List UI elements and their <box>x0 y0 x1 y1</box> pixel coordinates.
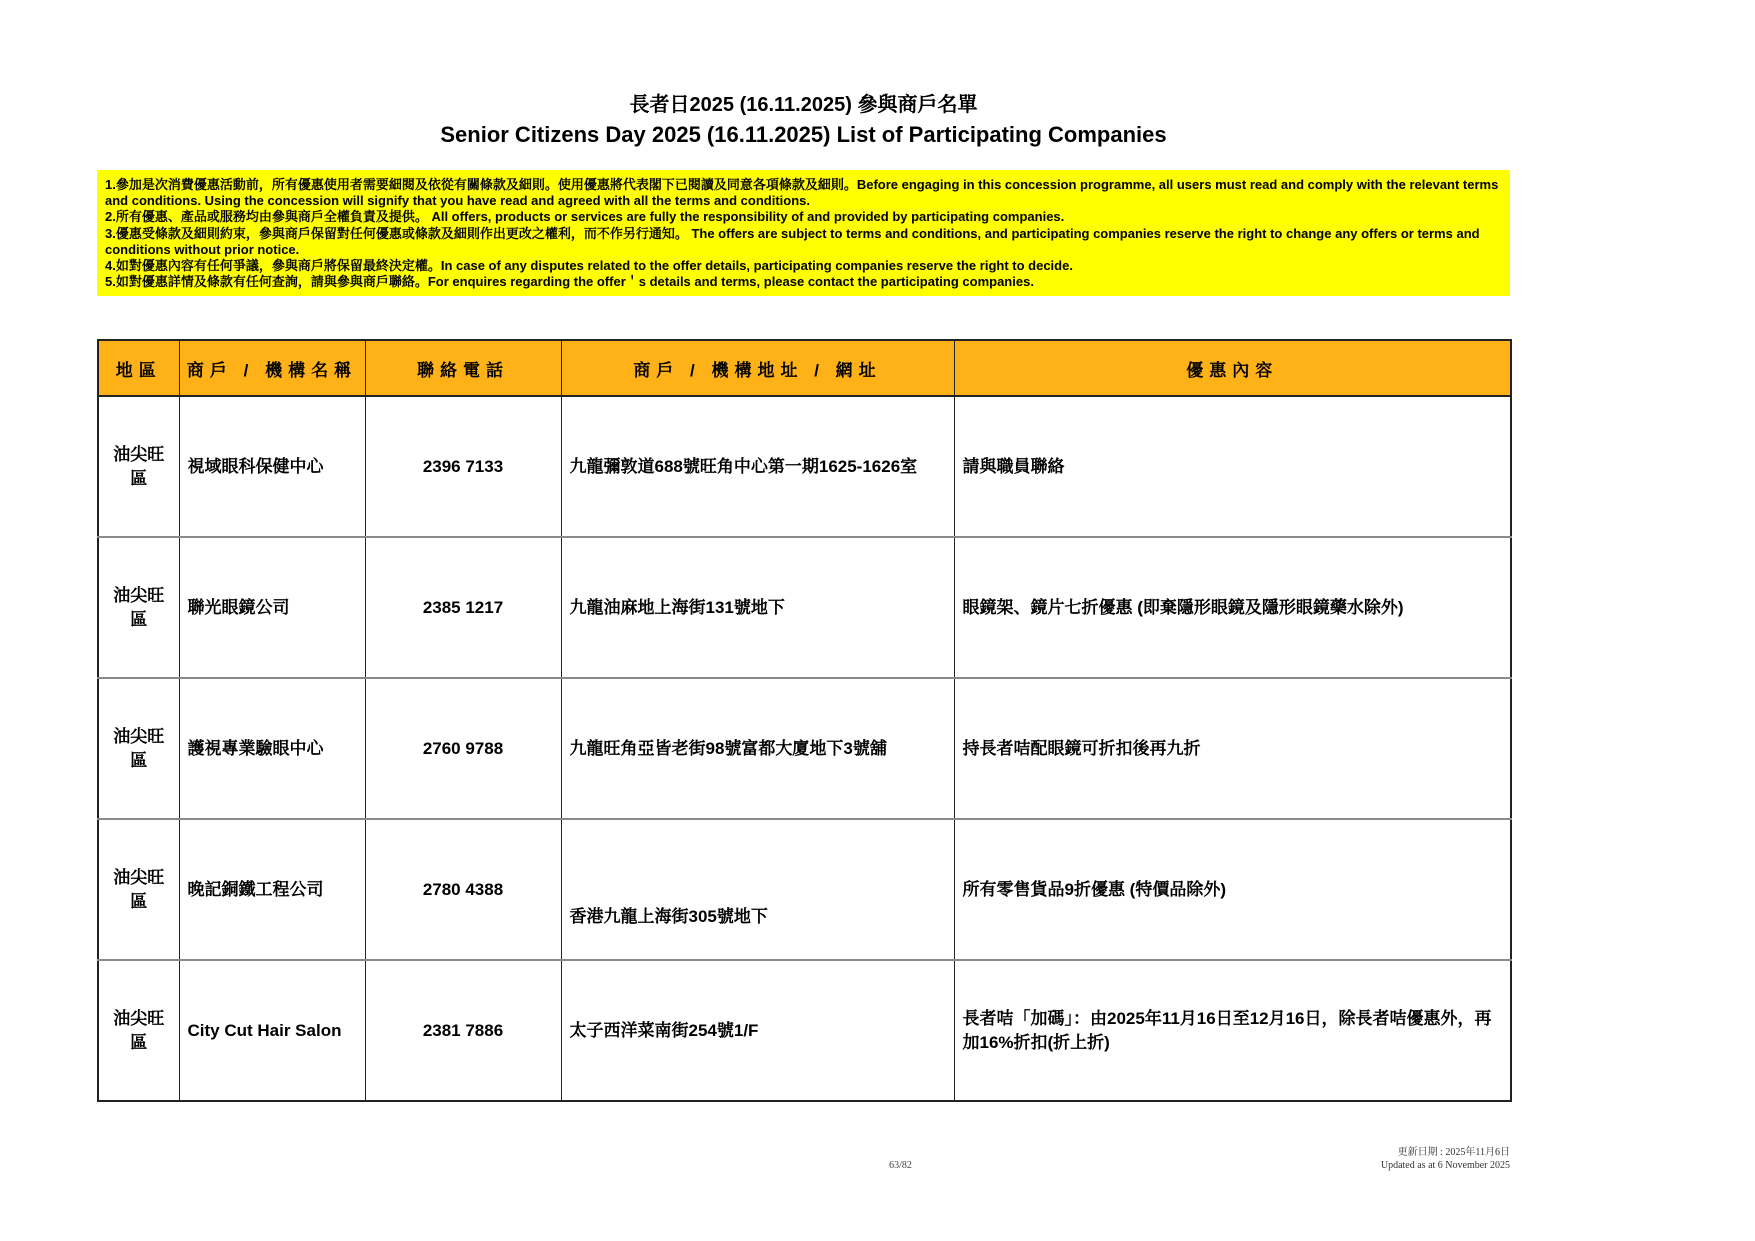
table-row <box>98 819 1511 960</box>
cell-address <box>561 960 954 1101</box>
cell-text: 香港九龍上海街305號地下 <box>569 906 768 926</box>
notice-item: 3.優惠受條款及細則約束，參與商戶保留對任何優惠或條款及細則作出更改之權利，而不作另行通知。 The offers are subject to terms and conditions, and participating companies reserve the right to change any offers or terms and conditions without prior notice. <box>105 225 1480 257</box>
table-row <box>98 396 1511 537</box>
cell-text: 眼鏡架、鏡片七折優惠 (即棄隱形眼鏡及隱形眼鏡藥水除外) <box>962 597 1404 617</box>
cell-text: 油尖旺區 <box>113 585 165 629</box>
column-header: 商戶 / 機構名稱 <box>179 340 365 396</box>
cell-text: 2760 9788 <box>422 738 504 758</box>
column-header: 優惠內容 <box>954 340 1511 396</box>
column-header: 商戶 / 機構地址 / 網址 <box>561 340 954 396</box>
cell-name <box>179 960 365 1101</box>
cell-text: 2780 4388 <box>422 879 504 899</box>
updated-date-english: Updated as at 6 November 2025 <box>1380 1160 1510 1171</box>
cell-text: City Cut Hair Salon <box>187 1020 342 1040</box>
cell-text: 晚記銅鐵工程公司 <box>187 879 324 899</box>
participating-companies-table <box>97 339 1512 1102</box>
cell-text: 太子西洋菜南街254號1/F <box>569 1020 759 1040</box>
cell-name <box>179 537 365 678</box>
terms-notice-box <box>97 170 1510 296</box>
cell-name <box>179 396 365 537</box>
updated-date-chinese: 更新日期 : 2025年11月6日 <box>1397 1147 1510 1158</box>
table-body <box>98 396 1511 1101</box>
cell-address <box>561 537 954 678</box>
cell-district <box>98 678 179 819</box>
cell-text: 聯光眼鏡公司 <box>187 597 290 617</box>
table-row <box>98 678 1511 819</box>
cell-text: 所有零售貨品9折優惠 (特價品除外) <box>962 879 1226 899</box>
cell-text: 油尖旺區 <box>113 726 165 770</box>
cell-text: 持長者咭配眼鏡可折扣後再九折 <box>962 738 1201 758</box>
cell-text: 九龍彌敦道688號旺角中心第一期1625-1626室 <box>569 456 918 476</box>
cell-district <box>98 537 179 678</box>
cell-name <box>179 819 365 960</box>
cell-text: 護視專業驗眼中心 <box>187 738 324 758</box>
cell-text: 油尖旺區 <box>113 444 165 488</box>
cell-name <box>179 678 365 819</box>
cell-phone <box>365 537 561 678</box>
cell-text: 視域眼科保健中心 <box>187 456 324 476</box>
cell-offer <box>954 678 1511 819</box>
cell-phone <box>365 396 561 537</box>
cell-district <box>98 396 179 537</box>
updated-date <box>1381 1146 1510 1172</box>
cell-text: 長者咭「加碼」：由2025年11月16日至12月16日，除長者咭優惠外，再加16%折扣(折上折) <box>962 1008 1492 1052</box>
table-row <box>98 960 1511 1101</box>
page-title-english: Senior Citizens Day 2025 (16.11.2025) List of Participating Companies <box>440 122 1167 147</box>
cell-address <box>561 819 954 960</box>
cell-text: 2381 7886 <box>422 1020 504 1040</box>
cell-text: 2385 1217 <box>422 597 504 617</box>
cell-text: 油尖旺區 <box>113 867 165 911</box>
cell-phone <box>365 960 561 1101</box>
cell-text: 九龍油麻地上海街131號地下 <box>569 597 785 617</box>
notice-item: 4.如對優惠內容有任何爭議，參與商戶將保留最終決定權。In case of any disputes related to the offer details, participating companies reserve the right to decide. <box>105 258 1073 274</box>
cell-text: 九龍旺角亞皆老街98號富都大廈地下3號舖 <box>569 738 887 758</box>
notice-item: 1.參加是次消費優惠活動前，所有優惠使用者需要細閱及依從有關條款及細則。使用優惠將代表閣下已閱讀及同意各項條款及細則。Before engaging in this concession programme, all users must read and comply with the relevant terms and conditions. Using the concession will signify that you have read and agreed with all the terms and conditions. <box>105 177 1499 209</box>
cell-district <box>98 960 179 1101</box>
page-title-chinese: 長者日2025 (16.11.2025) 參與商戶名單 <box>629 94 978 116</box>
cell-offer <box>954 960 1511 1101</box>
cell-phone <box>365 819 561 960</box>
notice-item: 5.如對優惠詳情及條款有任何查詢，請與參與商戶聯絡。For enquires regarding the offer＇s details and terms, please contact the participating companies. <box>105 274 1034 290</box>
cell-text: 2396 7133 <box>422 456 504 476</box>
column-header: 聯絡電話 <box>365 340 561 396</box>
cell-offer <box>954 396 1511 537</box>
cell-offer <box>954 819 1511 960</box>
cell-address <box>561 678 954 819</box>
notice-item: 2.所有優惠、產品或服務均由參與商戶全權負責及提供。 All offers, products or services are fully the responsibility of and provided by participating companies. <box>105 209 1065 225</box>
cell-text: 油尖旺區 <box>113 1008 165 1052</box>
cell-phone <box>365 678 561 819</box>
table-header-row <box>98 340 1511 396</box>
column-header: 地區 <box>98 340 179 396</box>
cell-address <box>561 396 954 537</box>
cell-offer <box>954 537 1511 678</box>
cell-district <box>98 819 179 960</box>
cell-text: 請與職員聯絡 <box>962 456 1065 476</box>
page-number: 63/82 <box>889 1160 912 1171</box>
table-row <box>98 537 1511 678</box>
